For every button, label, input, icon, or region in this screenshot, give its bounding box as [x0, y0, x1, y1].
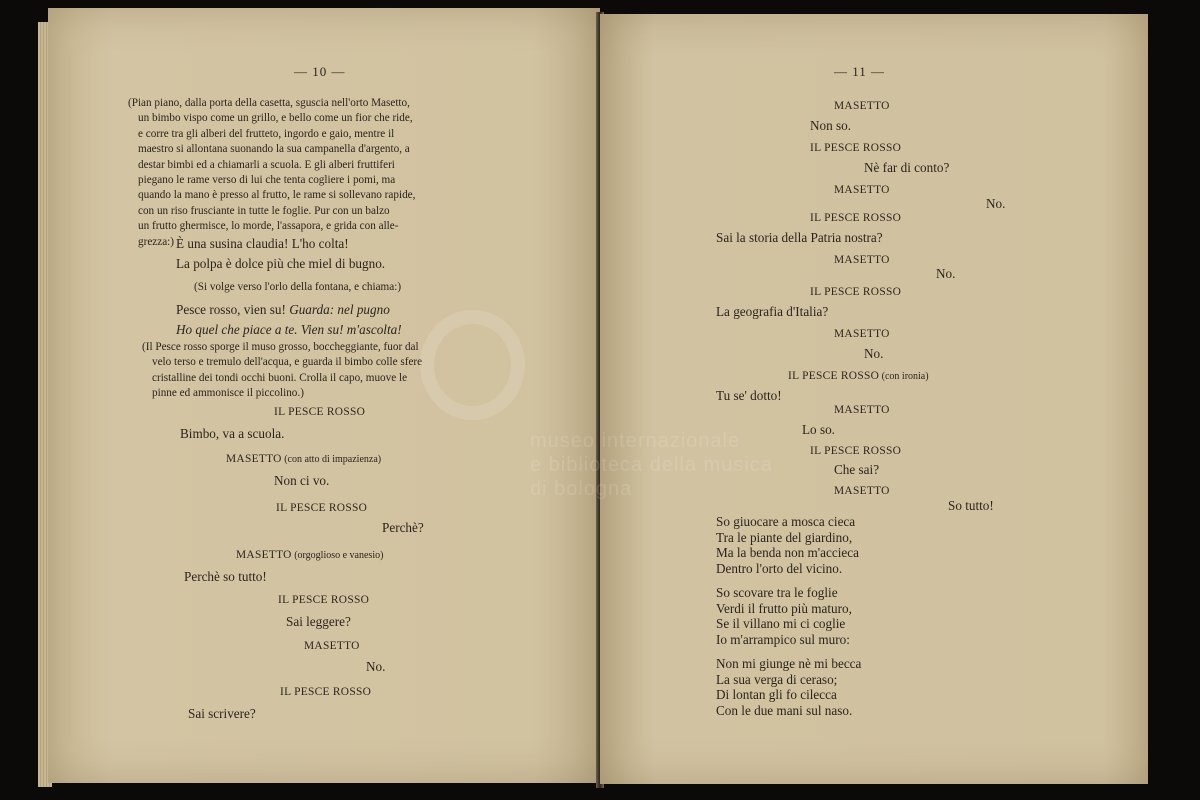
- speaker-label: IL PESCE ROSSO: [810, 212, 902, 224]
- verse-text: Pesce rosso, vien su!: [176, 302, 290, 317]
- dialogue-line: La geografia d'Italia?: [716, 304, 829, 319]
- speaker-label: MASETTO: [834, 485, 890, 497]
- speaker-label: MASETTO: [834, 404, 890, 416]
- stage-line: cristalline dei tondi occhi buoni. Crolla il capo, muove le: [152, 371, 408, 384]
- stage-line: e corre tra gli alberi del frutteto, ingordo e gaio, mentre il: [138, 127, 395, 140]
- verse-line: Tra le piante del giardino,: [716, 529, 853, 545]
- dialogue-line: Sai scrivere?: [188, 706, 256, 721]
- stage-line: pinne ed ammonisce il piccolino.): [152, 387, 304, 400]
- speaker-name: [810, 286, 901, 298]
- speaker-name: [834, 184, 890, 196]
- song-stanza: [716, 656, 861, 718]
- verse-line: La sua verga di ceraso;: [716, 671, 838, 687]
- speaker-label: IL PESCE ROSSO: [788, 370, 880, 382]
- speaker-label: MASETTO: [834, 328, 890, 340]
- stage-line: (Pian piano, dalla porta della casetta, sguscia nell'orto Masetto,: [128, 97, 410, 109]
- stage-line: piegano le rame verso di lui che tenta cogliere i pomi, ma: [138, 174, 396, 187]
- open-book: [34, 8, 1154, 792]
- speaker-label: MASETTO: [834, 254, 890, 266]
- verse-line: Io m'arrampico sul muro:: [716, 631, 850, 647]
- speaker-name: [810, 212, 901, 224]
- dialogue-line: No.: [986, 196, 1006, 211]
- speaker-note: (orgoglioso e vanesio): [291, 550, 384, 561]
- speaker-name: [274, 406, 365, 418]
- dialogue-line: Perchè?: [382, 520, 424, 535]
- song-stanza: [716, 585, 852, 647]
- speaker-name: [834, 328, 890, 340]
- speaker-label: IL PESCE ROSSO: [276, 502, 368, 514]
- speaker-label: IL PESCE ROSSO: [810, 286, 902, 298]
- verse-line: Non mi giunge nè mi becca: [716, 656, 862, 671]
- speaker-label: MASETTO: [304, 640, 360, 652]
- speaker-name: [280, 686, 371, 698]
- speaker-label: MASETTO: [834, 184, 890, 196]
- dialogue-line: Sai leggere?: [286, 614, 351, 629]
- verse-line: È una susina claudia! L'ho colta!: [176, 236, 349, 251]
- stage-line: (Il Pesce rosso sporge il muso grosso, boccheggiante, fuor dal: [142, 341, 419, 353]
- page-number: — 11 —: [834, 64, 886, 79]
- speaker-note: (con ironia): [879, 371, 929, 382]
- speaker-name: [834, 404, 890, 416]
- stage-line: quando la mano è presso al frutto, le rame si sollevano rapide,: [138, 189, 416, 202]
- page-number: — 10 —: [294, 64, 346, 79]
- song-stanza: [716, 514, 859, 576]
- stage-line: con un riso frusciante in tutte le foglie. Pur con un balzo: [138, 204, 390, 217]
- verse-line: Se il villano mi ci coglie: [716, 616, 846, 632]
- verse-text-italic: Guarda: nel pugno: [289, 302, 390, 317]
- dialogue-line: Perchè so tutto!: [184, 569, 267, 584]
- stage-line: grezza:): [138, 235, 175, 248]
- speaker-name: [834, 485, 890, 497]
- speaker-label: MASETTO: [236, 549, 292, 561]
- dialogue-line: Nè far di conto?: [864, 160, 950, 175]
- verse-line: Verdi il frutto più maturo,: [716, 600, 852, 616]
- speaker-name: [278, 594, 369, 606]
- stage-direction: (Si volge verso l'orlo della fontana, e chiama:): [194, 281, 402, 293]
- verse-line: So giuocare a mosca cieca: [716, 514, 856, 529]
- speaker-label: IL PESCE ROSSO: [278, 594, 370, 606]
- verse: [176, 300, 402, 340]
- speaker-name: [304, 640, 360, 652]
- verse-line: Di lontan gli fo cilecca: [716, 687, 837, 703]
- speaker-name: [834, 100, 890, 112]
- stage-line: un frutto ghermisce, lo morde, l'assapora, e grida con alle-: [138, 220, 399, 233]
- speaker-name: [810, 142, 901, 154]
- speaker-label: MASETTO: [834, 100, 890, 112]
- verse-line: La polpa è dolce più che miel di bugno.: [176, 256, 386, 271]
- right-page: [600, 14, 1148, 784]
- stage-direction: [128, 96, 415, 250]
- left-page: [48, 8, 600, 783]
- verse-line: Dentro l'orto del vicino.: [716, 560, 843, 576]
- dialogue-line: So tutto!: [948, 498, 994, 513]
- speaker-label: IL PESCE ROSSO: [274, 406, 366, 418]
- speaker-label: MASETTO: [226, 453, 282, 465]
- verse: [176, 234, 385, 274]
- speaker-label: IL PESCE ROSSO: [810, 142, 902, 154]
- verse-line: So scovare tra le foglie: [716, 585, 838, 600]
- speaker-name: [810, 445, 901, 457]
- dialogue-line: No.: [366, 659, 386, 674]
- speaker-name: [276, 502, 367, 514]
- dialogue-line: Sai la storia della Patria nostra?: [716, 230, 883, 245]
- stage-line: destar bimbi ed a chiamarli a scuola. E gli alberi fruttiferi: [138, 158, 395, 171]
- stage-line: un bimbo vispo come un grillo, e bello come un fior che ride,: [138, 112, 413, 125]
- speaker-name: [788, 370, 929, 382]
- dialogue-line: Tu se' dotto!: [716, 388, 782, 403]
- speaker-name: [834, 254, 890, 266]
- dialogue-line: Non so.: [810, 118, 852, 133]
- speaker-name: [236, 549, 383, 561]
- dialogue-line: Che sai?: [834, 462, 880, 477]
- speaker-label: IL PESCE ROSSO: [280, 686, 372, 698]
- dialogue-line: Lo so.: [802, 422, 835, 437]
- stage-direction: [142, 340, 422, 402]
- speaker-note: (con atto di impazienza): [281, 454, 382, 465]
- dialogue-line: Bimbo, va a scuola.: [180, 426, 285, 441]
- dialogue-line: No.: [864, 346, 884, 361]
- stage-line: velo terso e tremulo dell'acqua, e guarda il bimbo colle sfere: [152, 356, 423, 369]
- speaker-name: [226, 453, 381, 465]
- verse-line: Con le due mani sul naso.: [716, 702, 853, 718]
- verse-line: [176, 300, 402, 320]
- dialogue-line: Non ci vo.: [274, 473, 330, 488]
- stage-line: maestro si allontana suonando la sua campanella d'argento, a: [138, 143, 410, 156]
- verse-line: Ho quel che piace a te. Vien su! m'ascolta!: [176, 322, 402, 337]
- speaker-label: IL PESCE ROSSO: [810, 445, 902, 457]
- verse-line: Ma la benda non m'accieca: [716, 545, 859, 561]
- dialogue-line: No.: [936, 266, 956, 281]
